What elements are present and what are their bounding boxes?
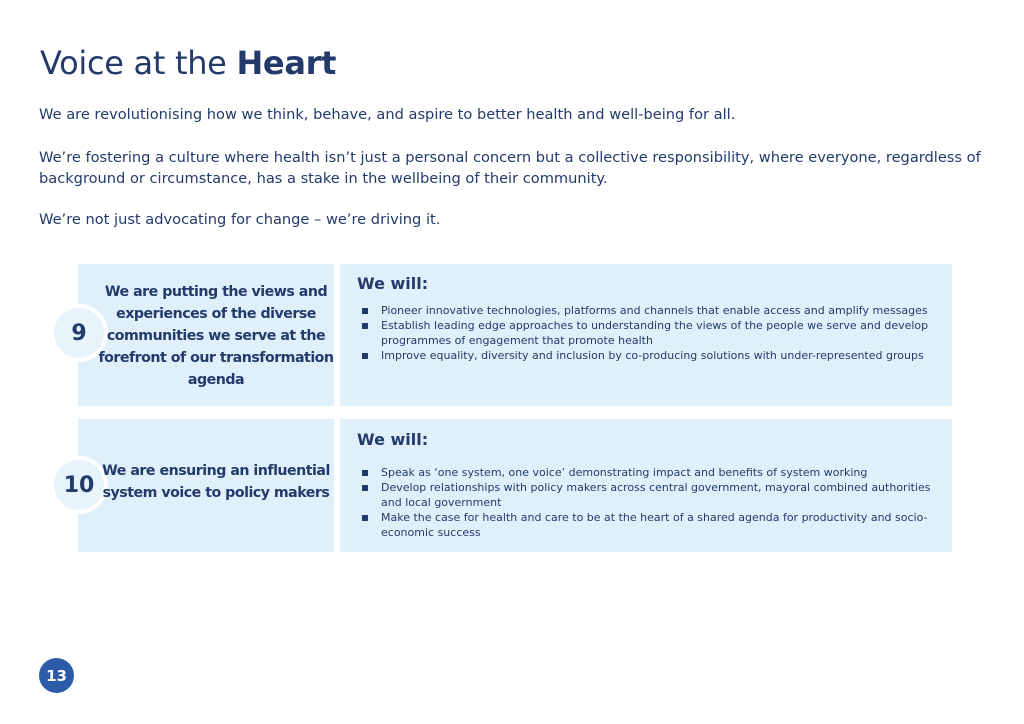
commitment-10-heading: We will:: [357, 430, 429, 449]
commitment-10-statement: We are ensuring an influential system voice to policy makers: [102, 463, 330, 501]
intro-paragraph-2: We’re fostering a culture where health isn’t just a personal concern but a collective responsibility, where everyone, regardless of background or circumstance, has a stake in the wellbeing of their community.: [39, 149, 981, 187]
square-bullet-icon: [362, 353, 368, 359]
list-item: [362, 510, 942, 540]
list-item: [362, 318, 942, 348]
commitment-9-heading: We will:: [357, 274, 429, 293]
square-bullet-icon: [362, 515, 368, 521]
list-item: [362, 465, 942, 480]
action-text: Pioneer innovative technologies, platforms and channels that enable access and amplify messages: [381, 304, 928, 317]
list-item: [362, 303, 942, 318]
page-title: [40, 44, 336, 82]
square-bullet-icon: [362, 323, 368, 329]
list-item: [362, 480, 942, 510]
page-number-badge: 13: [39, 658, 74, 693]
page-title-regular: Voice at the: [40, 44, 237, 82]
action-text: Make the case for health and care to be at the heart of a shared agenda for productivity and socio-economic success: [381, 511, 928, 539]
action-text: Speak as ‘one system, one voice’ demonstrating impact and benefits of system working: [381, 466, 868, 479]
action-text: Establish leading edge approaches to understanding the views of the people we serve and develop programmes of engagement that promote health: [381, 319, 929, 347]
intro-paragraph-3: We’re not just advocating for change – we’re driving it.: [39, 211, 441, 228]
action-text: Develop relationships with policy makers across central government, mayoral combined authorities and local government: [381, 481, 931, 509]
commitment-9-number-badge: 9: [50, 304, 108, 362]
intro-paragraph-1: We are revolutionising how we think, behave, and aspire to better health and well-being for all.: [39, 106, 736, 123]
square-bullet-icon: [362, 308, 368, 314]
square-bullet-icon: [362, 470, 368, 476]
commitment-10-number-badge: 10: [50, 456, 108, 514]
list-item: [362, 348, 942, 363]
commitment-9-statement: We are putting the views and experiences of the diverse communities we serve at the forefront of our transformation agenda: [98, 284, 334, 388]
commitment-9-actions-list: [362, 303, 942, 363]
action-text: Improve equality, diversity and inclusion by co-producing solutions with under-represented groups: [381, 349, 924, 362]
square-bullet-icon: [362, 485, 368, 491]
page-title-bold: Heart: [236, 44, 337, 82]
commitment-10-actions-list: [362, 465, 942, 540]
